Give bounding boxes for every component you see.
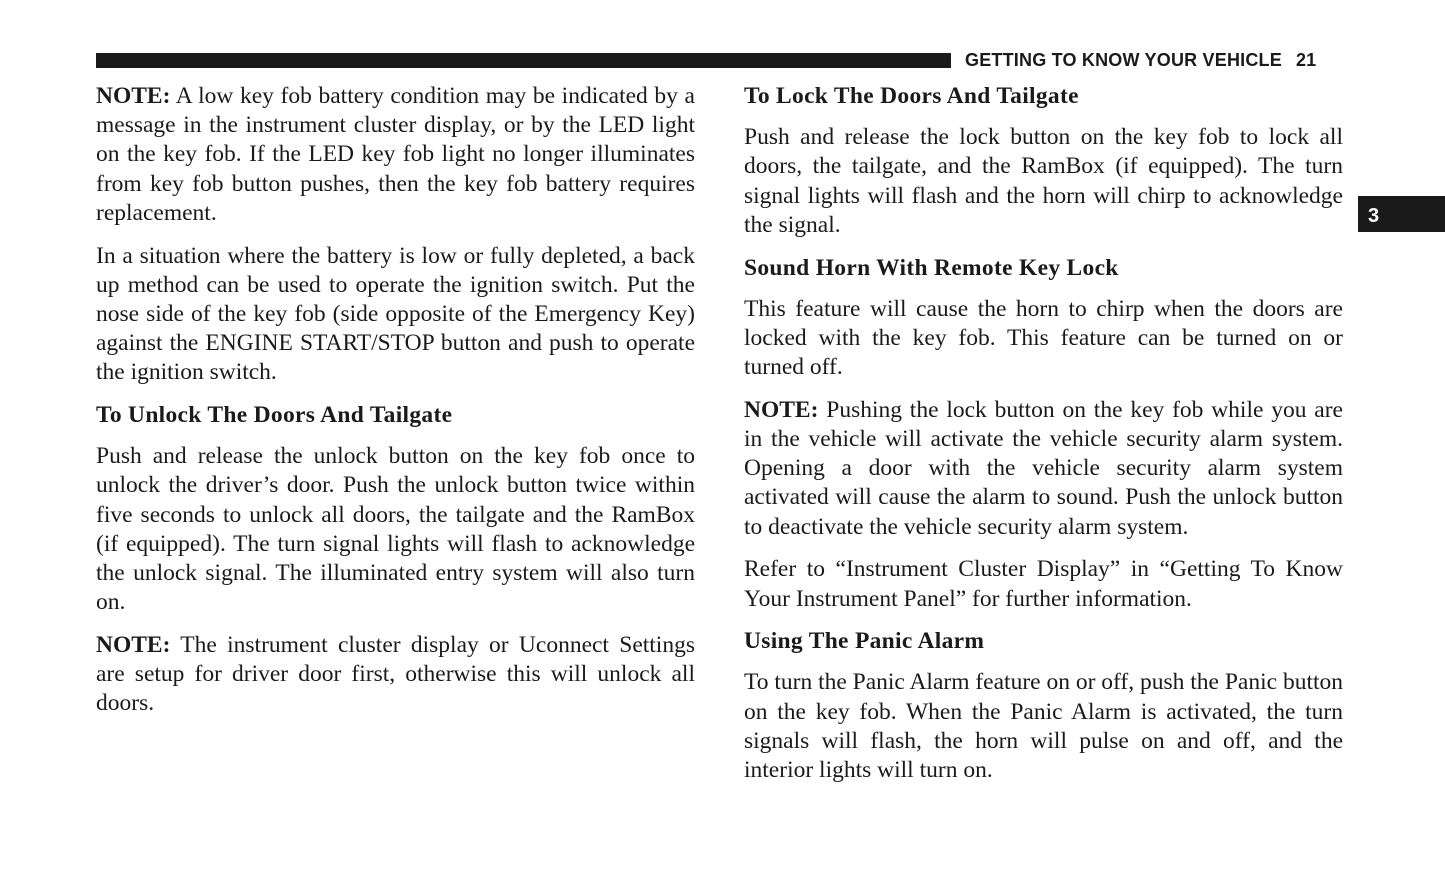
note-text: Pushing the lock button on the key fob while you are in the vehicle will activate the vehicle security alarm system. Opening a door with the vehicle security alarm system activated will cause the alarm to sound. Push the unlock button to deactivate the vehicle security alarm system.	[744, 396, 1343, 540]
note-text: The instrument cluster display or Uconnect Settings are setup for driver door first, otherwise this will unlock all doors.	[96, 631, 695, 717]
header-rule	[96, 53, 951, 68]
paragraph-lock: Push and release the lock button on the key fob to lock all doors, the tailgate, and the RamBox (if equipped). The turn signal lights will flash and the horn will chirp to acknowledge the signal.	[744, 124, 1343, 238]
note-security-alarm	[744, 396, 1343, 542]
paragraph-refer: Refer to “Instrument Cluster Display” in “Getting To Know Your Instrument Panel” for further information.	[744, 556, 1343, 612]
section-title: GETTING TO KNOW YOUR VEHICLE	[965, 50, 1282, 70]
note-battery	[96, 82, 695, 228]
running-header	[965, 50, 1316, 71]
paragraph-panic: To turn the Panic Alarm feature on or off, push the Panic button on the key fob. When the Panic Alarm is activated, the turn signals will flash, the horn will pulse on and off, and the interior lights will turn on.	[744, 669, 1343, 784]
paragraph-horn: This feature will cause the horn to chirp when the doors are locked with the key fob. This feature can be turned on or turned off.	[744, 295, 1343, 381]
left-column	[96, 82, 695, 732]
note-label: NOTE:	[96, 631, 171, 658]
note-label: NOTE:	[96, 83, 171, 109]
page-number: 21	[1295, 50, 1317, 70]
paragraph-unlock: Push and release the unlock button on the key fob once to unlock the driver’s door. Push the unlock button twice within five seconds to unlock all doors, the tailgate and the RamBox (if equipped). The turn signal lights will flash to acknowledge the unlock signal. The illuminated entry system will also turn on.	[96, 443, 695, 616]
chapter-tab: 3	[1358, 196, 1445, 232]
heading-lock: To Lock The Doors And Tailgate	[744, 83, 1079, 109]
paragraph-backup-method: In a situation where the battery is low or fully depleted, a back up method can be used to operate the ignition switch. Put the nose side of the key fob (side opposite of the Emergency Key) against the ENGINE START/STOP button and push to operate the ignition switch.	[96, 242, 695, 386]
note-driver-door	[96, 631, 695, 719]
heading-horn: Sound Horn With Remote Key Lock	[744, 254, 1119, 281]
note-text: A low key fob battery condition may be indicated by a message in the instrument cluster display, or by the LED light on the key fob. If the LED key fob light no longer illuminates from key fob button pushes, then the key fob battery requires replacement.	[96, 83, 695, 226]
heading-panic: Using The Panic Alarm	[744, 628, 985, 655]
right-column	[744, 82, 1343, 799]
heading-unlock: To Unlock The Doors And Tailgate	[96, 402, 453, 429]
note-label: NOTE:	[744, 396, 819, 423]
